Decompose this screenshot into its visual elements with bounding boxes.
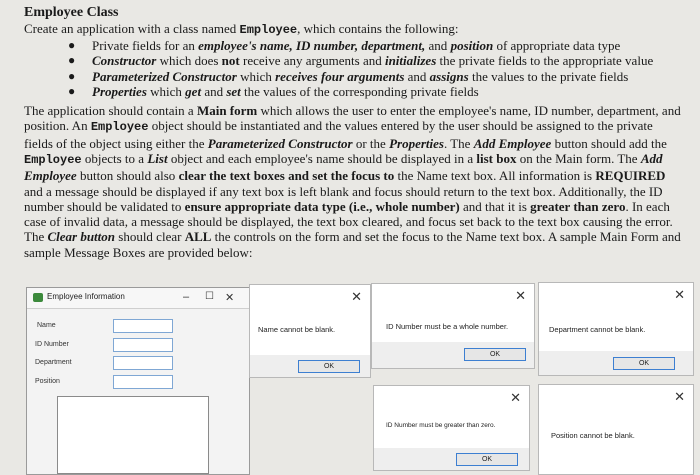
- id-number-input[interactable]: [113, 338, 173, 352]
- message-box-department: [538, 282, 694, 376]
- name-input[interactable]: [113, 319, 173, 333]
- intro-code: Employee: [239, 23, 298, 37]
- position-input[interactable]: [113, 375, 173, 389]
- requirements-list: [24, 38, 692, 99]
- intro-line: [24, 21, 692, 38]
- doc-title: Employee Class: [24, 5, 119, 20]
- close-icon[interactable]: ✕: [351, 289, 362, 304]
- ok-button[interactable]: OK: [613, 357, 675, 370]
- list-item: ● Constructor which does not receive any arguments and initializes the private fields to the appropriate value: [68, 53, 654, 69]
- department-input[interactable]: [113, 356, 173, 370]
- message-text: Position cannot be blank.: [551, 431, 635, 440]
- form-app-icon: [33, 293, 43, 302]
- close-icon[interactable]: ✕: [510, 390, 521, 405]
- bullet-icon: ●: [68, 68, 76, 83]
- message-box-id-whole: [371, 283, 535, 369]
- employee-list-box[interactable]: [57, 396, 209, 474]
- close-icon[interactable]: ✕: [225, 292, 235, 304]
- assignment-text: [24, 4, 692, 260]
- ok-button[interactable]: OK: [464, 348, 526, 361]
- bullet-icon: ●: [68, 38, 76, 53]
- message-footer: [374, 448, 529, 470]
- ok-button[interactable]: OK: [456, 453, 518, 466]
- message-text: ID Number must be greater than zero.: [386, 422, 496, 429]
- message-box-id-positive: [373, 385, 530, 471]
- list-item: ● Properties which get and set the values of the corresponding private fields: [68, 83, 479, 99]
- description-paragraph: The application should contain a Main form which allows the user to enter the employee's name, ID number, department, and position. An Employee object should be instantiated and the values entered by the user should be assigned to the private fields of the object using either the Parameterized Constructor or the Properties. The Add Employee button should add the Employee objects to a List object and each employee's name should be displayed in a list box on the Main form. The Add Employee button should also clear the text boxes and set the focus to the Name text box. All information is REQUIRED and a message should be displayed if any text box is left blank and focus should return to the text box. Additionally, the ID number should be validated to ensure appropriate data type (i.e., whole number) and that it is greater than zero. In each case of invalid data, a message should be displayed, the text box cleared, and focus set back to the text box causing the error. The Clear button should clear ALL the controls on the form and set the focus to the Name text box. A sample Main Form and sample Message Boxes are provided below:: [24, 103, 681, 260]
- intro-text: Create an application with a class named: [24, 21, 240, 36]
- bullet-icon: ●: [68, 83, 76, 98]
- department-label: Department: [35, 359, 72, 366]
- minimize-icon[interactable]: –: [183, 291, 190, 303]
- employee-form-window: [26, 287, 250, 475]
- message-text: ID Number must be a whole number.: [386, 322, 509, 331]
- message-box-position: [538, 384, 694, 475]
- name-label: Name: [37, 322, 56, 329]
- message-text: Department cannot be blank.: [549, 325, 646, 334]
- id-number-label: ID Number: [35, 341, 69, 348]
- form-title-bar: [27, 288, 249, 309]
- bullet-icon: ●: [68, 53, 76, 68]
- message-footer: [539, 351, 693, 375]
- position-label: Position: [35, 378, 60, 385]
- maximize-icon[interactable]: ☐: [205, 291, 214, 302]
- message-footer: [250, 355, 370, 377]
- message-text: Name cannot be blank.: [258, 325, 336, 334]
- message-box-name: [249, 284, 371, 378]
- list-item: ● Parameterized Constructor which receives four arguments and assigns the values to the private fields: [68, 68, 629, 84]
- message-footer: [372, 342, 534, 368]
- close-icon[interactable]: ✕: [674, 389, 685, 404]
- ok-button[interactable]: OK: [298, 360, 360, 373]
- intro-text-end: , which contains the following:: [297, 21, 459, 36]
- close-icon[interactable]: ✕: [515, 288, 526, 303]
- close-icon[interactable]: ✕: [674, 287, 685, 302]
- list-item: ● Private fields for an employee's name, ID number, department, and position of appropriate data type: [68, 38, 621, 54]
- form-title: Employee Information: [47, 292, 125, 301]
